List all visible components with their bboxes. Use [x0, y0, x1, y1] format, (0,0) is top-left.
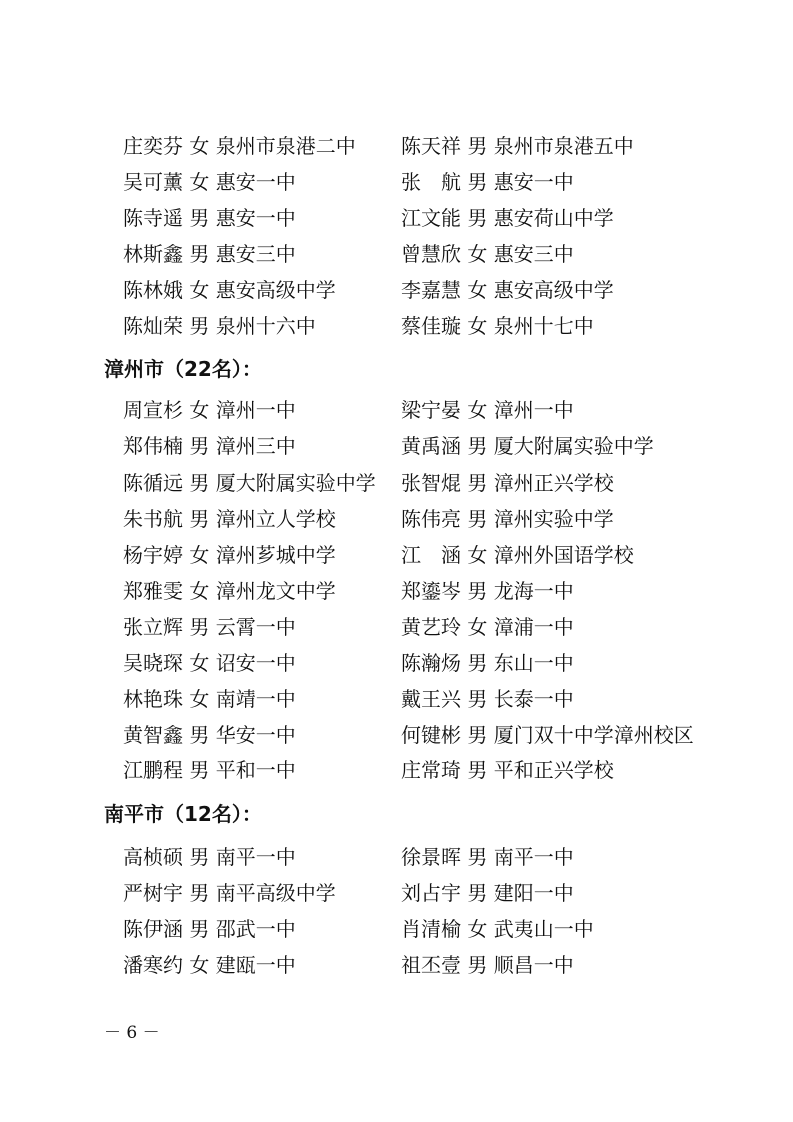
list-item: [0, 239, 793, 269]
student-entry: 高桢硕 男 南平一中: [123, 845, 296, 869]
student-entry: 张 航 男 惠安一中: [401, 170, 574, 194]
student-entry: 徐景晖 男 南平一中: [401, 845, 574, 869]
student-entry: 陈天祥 男 泉州市泉港五中: [401, 134, 634, 158]
page-number: － 6 －: [104, 1023, 160, 1043]
student-entry: 曾慧欣 女 惠安三中: [401, 242, 574, 266]
list-item: [0, 950, 793, 980]
student-entry: 李嘉慧 女 惠安高级中学: [401, 278, 614, 302]
student-entry: 戴王兴 男 长泰一中: [401, 687, 574, 711]
list-item: [0, 395, 793, 425]
student-entry: 郑鎏岑 男 龙海一中: [401, 579, 574, 603]
student-entry: 陈瀚炀 男 东山一中: [401, 651, 574, 675]
student-entry: 江鹏程 男 平和一中: [123, 758, 296, 782]
list-item: [0, 504, 793, 534]
student-entry: 刘占宇 男 建阳一中: [401, 881, 574, 905]
student-entry: 黄智鑫 男 华安一中: [123, 723, 296, 747]
student-entry: 黄禹涵 男 厦大附属实验中学: [401, 434, 654, 458]
list-item: [0, 311, 793, 341]
student-entry: 陈伟亮 男 漳州实验中学: [401, 507, 614, 531]
list-item: [0, 612, 793, 642]
list-item: [0, 131, 793, 161]
list-item: [0, 648, 793, 678]
list-item: [0, 576, 793, 606]
student-entry: 严树宇 男 南平高级中学: [123, 881, 336, 905]
list-item: [0, 842, 793, 872]
student-entry: 朱书航 男 漳州立人学校: [123, 507, 336, 531]
list-item: [0, 468, 793, 498]
student-entry: 肖清榆 女 武夷山一中: [401, 917, 594, 941]
student-entry: 陈循远 男 厦大附属实验中学: [123, 471, 376, 495]
student-entry: 潘寒约 女 建瓯一中: [123, 953, 296, 977]
student-entry: 郑伟楠 男 漳州三中: [123, 434, 296, 458]
student-entry: 江 涵 女 漳州外国语学校: [401, 543, 634, 567]
list-item: [0, 431, 793, 461]
list-item: [0, 540, 793, 570]
section-heading: 南平市（12名）：: [104, 802, 262, 826]
student-entry: 梁宁晏 女 漳州一中: [401, 398, 574, 422]
section-heading: 漳州市（22名）：: [104, 357, 262, 381]
list-item: [0, 684, 793, 714]
student-entry: 何键彬 男 厦门双十中学漳州校区: [401, 723, 694, 747]
student-entry: 郑雅雯 女 漳州龙文中学: [123, 579, 336, 603]
student-entry: 杨宇婷 女 漳州芗城中学: [123, 543, 336, 567]
student-entry: 陈寺遥 男 惠安一中: [123, 206, 296, 230]
list-item: [0, 914, 793, 944]
student-entry: 吴可薰 女 惠安一中: [123, 170, 296, 194]
student-entry: 江文能 男 惠安荷山中学: [401, 206, 614, 230]
student-entry: 陈林娥 女 惠安高级中学: [123, 278, 336, 302]
student-entry: 黄艺玲 女 漳浦一中: [401, 615, 574, 639]
list-item: [0, 878, 793, 908]
list-item: [0, 275, 793, 305]
student-entry: 庄常琦 男 平和正兴学校: [401, 758, 614, 782]
student-entry: 庄奕芬 女 泉州市泉港二中: [123, 134, 356, 158]
student-entry: 陈伊涵 男 邵武一中: [123, 917, 296, 941]
list-item: [0, 203, 793, 233]
student-entry: 周宣杉 女 漳州一中: [123, 398, 296, 422]
student-entry: 陈灿荣 男 泉州十六中: [123, 314, 316, 338]
student-entry: 蔡佳璇 女 泉州十七中: [401, 314, 594, 338]
student-entry: 林斯鑫 男 惠安三中: [123, 242, 296, 266]
list-item: [0, 720, 793, 750]
student-entry: 张智焜 男 漳州正兴学校: [401, 471, 614, 495]
student-entry: 林艳珠 女 南靖一中: [123, 687, 296, 711]
student-entry: 吴晓琛 女 诏安一中: [123, 651, 296, 675]
list-item: [0, 167, 793, 197]
list-item: [0, 755, 793, 785]
student-entry: 张立辉 男 云霄一中: [123, 615, 296, 639]
student-entry: 祖丕壹 男 顺昌一中: [401, 953, 574, 977]
